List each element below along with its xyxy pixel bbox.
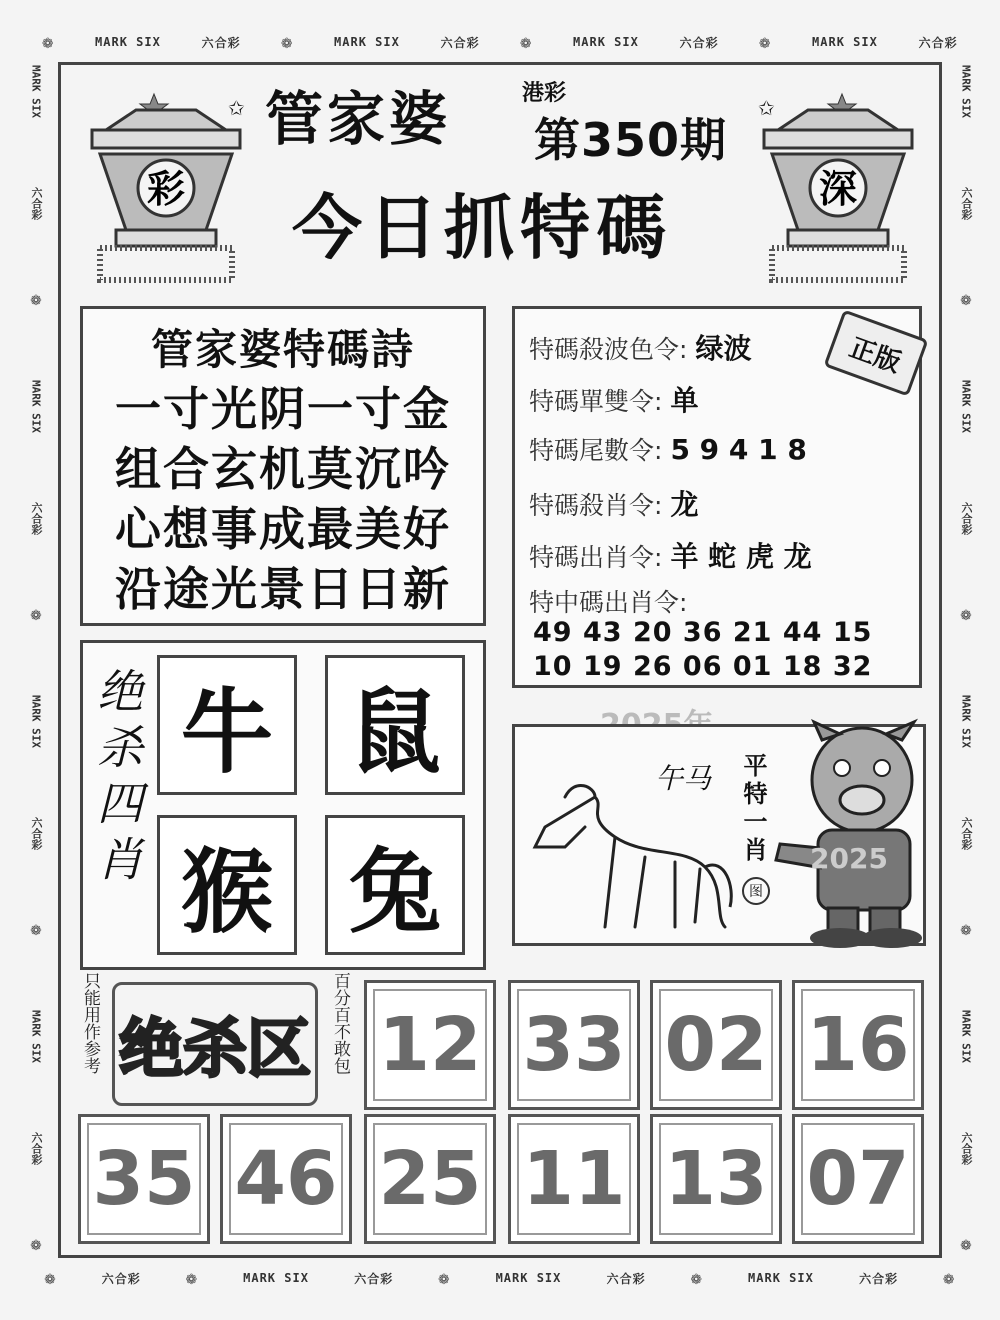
zodiac-cell: 猴 xyxy=(157,815,297,955)
page-title: 管家婆 xyxy=(265,85,452,153)
kill-number: 35 xyxy=(78,1114,210,1244)
border-logo: 六合彩 xyxy=(30,186,43,220)
hit-numbers-row: 10 19 26 06 01 18 32 xyxy=(533,651,873,682)
kill-number: 33 xyxy=(508,980,640,1110)
border-logo: 六合彩 xyxy=(918,35,958,50)
top-border-strip xyxy=(22,28,978,56)
pig-mascot-icon xyxy=(770,718,940,950)
border-mark-six: MARK SIX xyxy=(495,1271,562,1285)
border-mark-six: MARK SIX xyxy=(95,35,161,49)
official-stamp: 正版 xyxy=(823,309,928,396)
poem-line: 心想事成最美好 xyxy=(115,502,451,556)
border-logo: 六合彩 xyxy=(30,816,43,850)
border-mark-six: MARK SIX xyxy=(243,1271,309,1285)
flower-icon: ❁ xyxy=(186,1267,198,1289)
border-logo: 六合彩 xyxy=(201,35,241,50)
rule-value: 龙 xyxy=(670,488,699,521)
border-logo: 六合彩 xyxy=(101,1271,141,1286)
flower-icon: ❁ xyxy=(960,289,972,311)
note-right: 百分百不敢包 xyxy=(330,972,350,1074)
flower-icon: ❁ xyxy=(520,31,533,53)
border-logo: 六合彩 xyxy=(606,1271,646,1286)
border-logo: 六合彩 xyxy=(960,501,973,535)
border-logo: 六合彩 xyxy=(859,1271,899,1286)
flower-icon: ❁ xyxy=(281,31,294,53)
ping-te-label: 平特一肖 xyxy=(739,753,767,865)
flower-icon: ❁ xyxy=(690,1267,703,1289)
rule-label: 特碼尾數令: xyxy=(529,436,663,465)
star-icon: ✩ xyxy=(758,96,775,120)
poem-line: 一寸光阴一寸金 xyxy=(115,382,451,436)
border-mark-six: MARK SIX xyxy=(959,64,973,118)
kill-number: 11 xyxy=(508,1114,640,1244)
border-mark-six: MARK SIX xyxy=(29,64,43,118)
lantern-right-icon xyxy=(758,88,918,288)
kill-number: 07 xyxy=(792,1114,924,1244)
note-left: 只能用作参考 xyxy=(80,972,100,1074)
kill-number: 16 xyxy=(792,980,924,1110)
issue-number: 第350期 xyxy=(534,113,728,167)
flower-icon: ❁ xyxy=(960,604,972,626)
poem-box xyxy=(80,306,486,626)
flower-icon: ❁ xyxy=(42,31,55,53)
flower-icon: ❁ xyxy=(960,919,972,941)
border-mark-six: MARK SIX xyxy=(812,35,878,49)
border-mark-six: MARK SIX xyxy=(959,379,973,433)
hit-numbers-row: 49 43 20 36 21 44 15 xyxy=(533,617,873,648)
zodiac-cell: 牛 xyxy=(157,655,297,795)
flower-icon: ❁ xyxy=(943,1267,956,1289)
border-logo: 六合彩 xyxy=(440,35,480,50)
rule-value: 5 9 4 1 8 xyxy=(670,433,807,466)
border-mark-six: MARK SIX xyxy=(573,35,639,49)
border-mark-six: MARK SIX xyxy=(29,694,43,748)
kill-number: 46 xyxy=(220,1114,352,1244)
right-border-strip xyxy=(952,30,980,1290)
border-logo: 六合彩 xyxy=(30,1131,43,1165)
page-subtitle: 今日抓特碼 xyxy=(292,186,672,269)
border-mark-six: MARK SIX xyxy=(959,1009,973,1063)
flower-icon: ❁ xyxy=(30,289,42,311)
horse-text: 午马 xyxy=(655,762,712,795)
kill-number: 12 xyxy=(364,980,496,1110)
border-logo: 六合彩 xyxy=(960,1131,973,1165)
flower-icon: ❁ xyxy=(44,1267,57,1289)
left-border-strip xyxy=(22,30,50,1290)
watermark-year: 2025 xyxy=(810,842,888,875)
border-mark-six: MARK SIX xyxy=(748,1271,814,1285)
rule-value: 绿波 xyxy=(695,332,752,365)
flower-icon: ❁ xyxy=(30,1234,42,1256)
border-mark-six: MARK SIX xyxy=(334,35,400,49)
flower-icon: ❁ xyxy=(30,919,42,941)
border-logo: 六合彩 xyxy=(30,501,43,535)
bottom-border-strip xyxy=(22,1264,978,1292)
circle-badge: 图 xyxy=(742,877,770,905)
kill-zone-title: 绝杀区 xyxy=(112,982,318,1106)
rules-box xyxy=(512,306,922,688)
rule-label: 特碼出肖令: xyxy=(529,543,663,572)
border-mark-six: MARK SIX xyxy=(29,379,43,433)
lantern-right-char: 深 xyxy=(818,166,858,211)
lantern-left-char: 彩 xyxy=(146,166,186,211)
flower-icon: ❁ xyxy=(759,31,772,53)
border-logo: 六合彩 xyxy=(960,186,973,220)
region-label: 港彩 xyxy=(522,81,567,106)
rule-label: 特中碼出肖令: xyxy=(529,588,688,617)
star-icon: ✩ xyxy=(228,96,245,120)
four-zodiac-label: 绝杀四肖 xyxy=(90,667,144,891)
rule-value: 羊 蛇 虎 龙 xyxy=(670,540,812,573)
kill-number: 02 xyxy=(650,980,782,1110)
rule-label: 特碼殺波色令: xyxy=(529,335,688,364)
poem-line: 组合玄机莫沉吟 xyxy=(115,442,451,496)
flower-icon: ❁ xyxy=(30,604,42,626)
rule-label: 特碼殺肖令: xyxy=(529,491,663,520)
border-logo: 六合彩 xyxy=(354,1271,394,1286)
border-logo: 六合彩 xyxy=(679,35,719,50)
poem-title: 管家婆特碼詩 xyxy=(150,325,415,374)
border-logo: 六合彩 xyxy=(960,816,973,850)
kill-number: 13 xyxy=(650,1114,782,1244)
lantern-left-icon xyxy=(86,88,246,288)
zodiac-cell: 鼠 xyxy=(325,655,465,795)
zodiac-cell: 兔 xyxy=(325,815,465,955)
four-zodiac-box xyxy=(80,640,486,970)
poem-line: 沿途光景日日新 xyxy=(115,562,451,616)
flower-icon: ❁ xyxy=(960,1234,972,1256)
rule-value: 单 xyxy=(670,384,699,417)
border-mark-six: MARK SIX xyxy=(959,694,973,748)
flower-icon: ❁ xyxy=(438,1267,451,1289)
border-mark-six: MARK SIX xyxy=(29,1009,43,1063)
kill-number: 25 xyxy=(364,1114,496,1244)
rule-label: 特碼單雙令: xyxy=(529,387,663,416)
